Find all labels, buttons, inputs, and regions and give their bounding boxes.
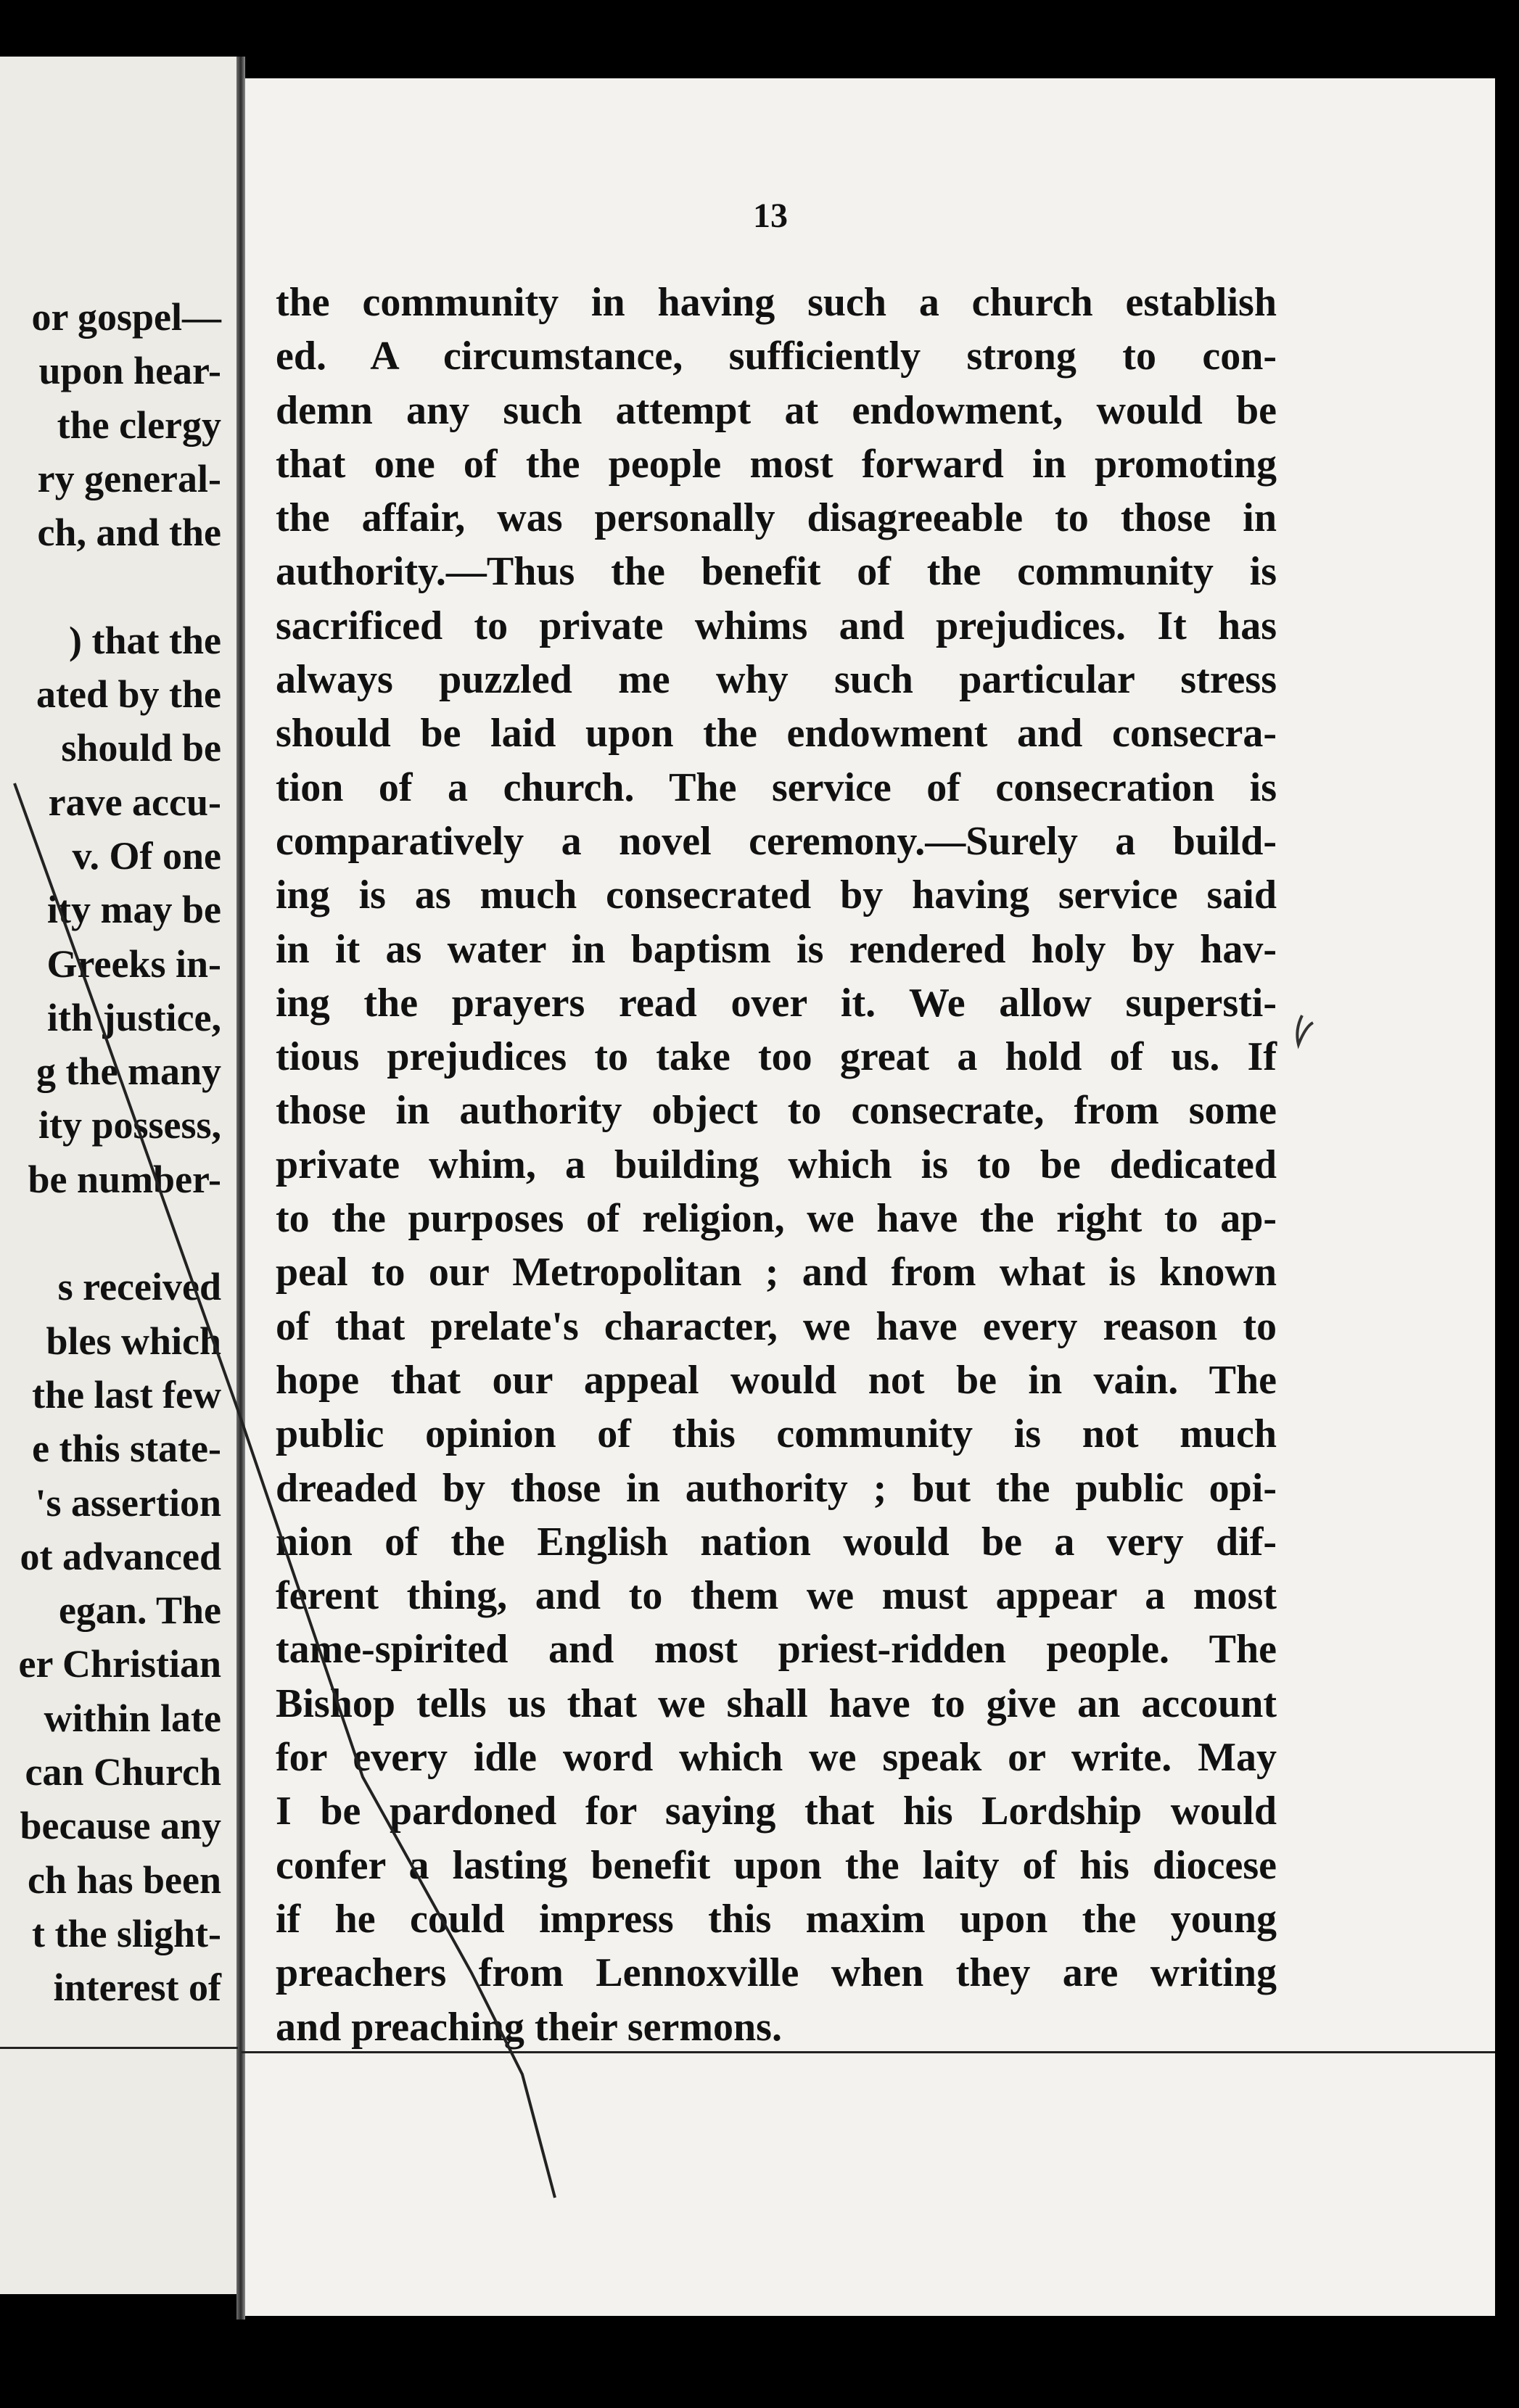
text-line-fragment: ith justice, bbox=[47, 995, 221, 1039]
text-line-fragment: should be bbox=[61, 726, 221, 770]
text-line: that one of the people most forward in promoting bbox=[276, 441, 1277, 487]
text-line-fragment: 's assertion bbox=[35, 1480, 221, 1525]
right-page-rule bbox=[242, 2051, 1495, 2053]
text-line: authority.—Thus the benefit of the community is bbox=[276, 549, 1277, 595]
text-line-fragment: e this state- bbox=[32, 1427, 221, 1471]
text-line: should be laid upon the endowment and consecra- bbox=[276, 711, 1277, 756]
text-line: always puzzled me why such particular stress bbox=[276, 657, 1277, 703]
text-line-fragment: ch has been bbox=[27, 1857, 221, 1902]
text-line: dreaded by those in authority ; but the public opi- bbox=[276, 1465, 1277, 1511]
text-line: hope that our appeal would not be in vain. The bbox=[276, 1357, 1277, 1403]
text-line: ing is as much consecrated by having service said bbox=[276, 873, 1277, 918]
text-line-fragment: rave accu- bbox=[48, 780, 221, 824]
text-line: if he could impress this maxim upon the young bbox=[276, 1896, 1277, 1942]
text-line: the affair, was personally disagreeable to those in bbox=[276, 495, 1277, 541]
text-line-fragment: the last few bbox=[32, 1372, 221, 1417]
book-gutter bbox=[236, 57, 245, 2320]
text-line-fragment: the clergy bbox=[57, 403, 221, 447]
text-line-fragment: ry general- bbox=[37, 456, 221, 500]
text-line-fragment: because any bbox=[20, 1804, 221, 1848]
text-line: peal to our Metropolitan ; and from what is known bbox=[276, 1250, 1277, 1295]
text-line: tion of a church. The service of consecration is bbox=[276, 764, 1277, 810]
text-line-fragment: ated by the bbox=[36, 672, 221, 717]
text-line: for every idle word which we speak or write. May bbox=[276, 1735, 1277, 1781]
text-line: sacrificed to private whims and prejudices. It has bbox=[276, 603, 1277, 648]
text-line: the community in having such a church establish bbox=[276, 280, 1277, 325]
text-line-fragment: t the slight- bbox=[32, 1911, 221, 1955]
left-page-rule bbox=[0, 2047, 238, 2049]
text-line-fragment: ot advanced bbox=[20, 1534, 221, 1578]
text-line: tame-spirited and most priest-ridden people. The bbox=[276, 1627, 1277, 1673]
text-line: preachers from Lennoxville when they are writing bbox=[276, 1950, 1277, 1996]
text-line-fragment bbox=[0, 559, 221, 613]
text-line: ing the prayers read over it. We allow supersti- bbox=[276, 980, 1277, 1026]
text-line-fragment: er Christian bbox=[18, 1642, 221, 1686]
text-line-fragment: be number- bbox=[28, 1157, 221, 1201]
text-line-fragment: ) that the bbox=[69, 618, 221, 662]
text-line-fragment: ity possess, bbox=[38, 1103, 221, 1147]
text-line: demn any such attempt at endowment, would be bbox=[276, 387, 1277, 433]
text-line-fragment: v. Of one bbox=[72, 833, 221, 878]
text-line: confer a lasting benefit upon the laity of his diocese bbox=[276, 1842, 1277, 1888]
text-line: in it as water in baptism is rendered holy by hav- bbox=[276, 926, 1277, 972]
text-line-fragment bbox=[0, 1206, 221, 1260]
text-line: comparatively a novel ceremony.—Surely a build- bbox=[276, 818, 1277, 864]
text-line-fragment: s received bbox=[57, 1265, 221, 1309]
text-line-fragment: g the many bbox=[36, 1050, 221, 1094]
text-line: private whim, a building which is to be dedicated bbox=[276, 1142, 1277, 1187]
text-line-fragment: upon hear- bbox=[38, 349, 221, 393]
text-line-fragment: Greeks in- bbox=[46, 941, 221, 986]
text-line-fragment: ch, and the bbox=[37, 511, 221, 555]
text-line: those in authority object to consecrate, from some bbox=[276, 1088, 1277, 1134]
text-line-fragment: or gospel— bbox=[31, 295, 221, 339]
text-line: and preaching their sermons. bbox=[276, 2004, 782, 2050]
text-line: public opinion of this community is not much bbox=[276, 1411, 1277, 1457]
text-line: ferent thing, and to them we must appear a most bbox=[276, 1573, 1277, 1619]
text-line: to the purposes of religion, we have the right to ap- bbox=[276, 1196, 1277, 1242]
text-line-fragment: ity may be bbox=[47, 888, 221, 932]
text-line: I be pardoned for saying that his Lordship would bbox=[276, 1789, 1277, 1834]
text-line-fragment: bles which bbox=[46, 1319, 221, 1363]
text-line-fragment: interest of bbox=[53, 1966, 221, 2010]
text-line: ed. A circumstance, sufficiently strong to con- bbox=[276, 334, 1277, 379]
text-line: of that prelate's character, we have every reason to bbox=[276, 1303, 1277, 1349]
page-number: 13 bbox=[753, 197, 788, 235]
text-line-fragment: can Church bbox=[25, 1750, 221, 1794]
text-line: tious prejudices to take too great a hold of us. If bbox=[276, 1034, 1277, 1080]
text-line: nion of the English nation would be a very dif- bbox=[276, 1519, 1277, 1564]
text-line-fragment: egan. The bbox=[58, 1588, 221, 1633]
text-line: Bishop tells us that we shall have to give an account bbox=[276, 1681, 1277, 1726]
main-column-text bbox=[276, 276, 1277, 2054]
text-line-fragment: within late bbox=[44, 1696, 221, 1740]
left-column-text bbox=[0, 290, 221, 2015]
